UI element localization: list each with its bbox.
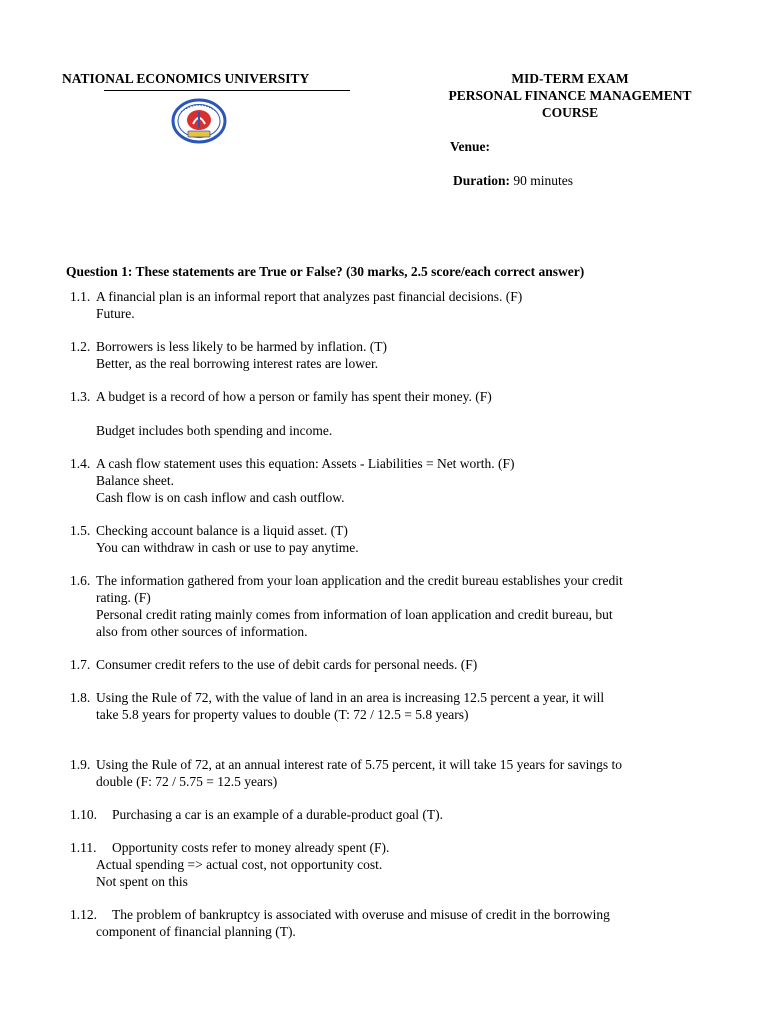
list-item xyxy=(70,689,710,723)
university-name: NATIONAL ECONOMICS UNIVERSITY xyxy=(62,71,310,86)
item-number: 1.4. xyxy=(70,456,91,471)
list-item xyxy=(70,522,710,556)
item-number: 1.6. xyxy=(70,573,91,588)
question-1-heading: Question 1: These statements are True or False? (30 marks, 2.5 score/each correct answer) xyxy=(66,264,585,279)
item-answer-note: Future. xyxy=(96,306,135,321)
item-number: 1.5. xyxy=(70,523,91,538)
item-statement: A budget is a record of how a person or family has spent their money. (F) xyxy=(96,389,492,404)
university-underline xyxy=(104,90,350,91)
item-answer-note: Budget includes both spending and income. xyxy=(96,423,333,438)
item-statement: Using the Rule of 72, with the value of land in an area is increasing 12.5 percent a year, it will xyxy=(96,690,605,705)
item-statement-cont: component of financial planning (T). xyxy=(96,924,296,939)
item-answer-note: Cash flow is on cash inflow and cash outflow. xyxy=(96,490,345,505)
exam-title-block xyxy=(400,70,740,121)
item-answer-note: Better, as the real borrowing interest rates are lower. xyxy=(96,356,379,371)
item-number: 1.1. xyxy=(70,289,91,304)
item-number: 1.11. xyxy=(70,840,97,855)
course-title-line1: PERSONAL FINANCE MANAGEMENT xyxy=(448,88,692,103)
item-answer-note: also from other sources of information. xyxy=(96,624,308,639)
list-item xyxy=(70,338,710,372)
item-answer-note-blank xyxy=(96,405,710,422)
university-seal-icon xyxy=(171,98,227,144)
list-item xyxy=(70,572,710,640)
item-answer-note: Actual spending => actual cost, not opportunity cost. xyxy=(96,857,383,872)
item-statement: Checking account balance is a liquid asset. (T) xyxy=(96,523,348,538)
item-number: 1.9. xyxy=(70,757,91,772)
item-number: 1.3. xyxy=(70,389,91,404)
university-block xyxy=(62,70,342,87)
list-item xyxy=(70,288,710,322)
item-statement: Opportunity costs refer to money already spent (F). xyxy=(112,840,390,855)
list-item xyxy=(70,906,710,940)
list-item xyxy=(70,656,710,673)
list-item xyxy=(70,839,710,890)
item-number: 1.12. xyxy=(70,907,97,922)
item-number: 1.7. xyxy=(70,657,91,672)
item-statement-cont: take 5.8 years for property values to double (T: 72 / 12.5 = 5.8 years) xyxy=(96,707,469,722)
venue-label: Venue: xyxy=(450,139,491,154)
item-number: 1.2. xyxy=(70,339,91,354)
item-statement-cont: rating. (F) xyxy=(96,590,151,605)
item-statement: Purchasing a car is an example of a durable-product goal (T). xyxy=(112,807,443,822)
duration-line xyxy=(453,172,573,189)
item-answer-note: Balance sheet. xyxy=(96,473,174,488)
list-item xyxy=(70,388,710,439)
list-item xyxy=(70,756,710,790)
item-number: 1.8. xyxy=(70,690,91,705)
exam-title: MID-TERM EXAM xyxy=(511,71,629,86)
item-statement: The problem of bankruptcy is associated with overuse and misuse of credit in the borrowing xyxy=(112,907,610,922)
item-statement: Borrowers is less likely to be harmed by inflation. (T) xyxy=(96,339,387,354)
item-statement: A financial plan is an informal report that analyzes past financial decisions. (F) xyxy=(96,289,523,304)
item-answer-note: You can withdraw in cash or use to pay anytime. xyxy=(96,540,359,555)
duration-value: 90 minutes xyxy=(510,173,573,188)
item-answer-note: Not spent on this xyxy=(96,874,188,889)
duration-label: Duration: xyxy=(453,173,510,188)
item-number: 1.10. xyxy=(70,807,97,822)
course-title-line2: COURSE xyxy=(541,105,599,120)
list-item xyxy=(70,455,710,506)
item-statement: Using the Rule of 72, at an annual interest rate of 5.75 percent, it will take 15 years for savings to xyxy=(96,757,622,772)
item-statement: The information gathered from your loan application and the credit bureau establishes your credit xyxy=(96,573,623,588)
item-statement-cont: double (F: 72 / 5.75 = 12.5 years) xyxy=(96,774,278,789)
list-item xyxy=(70,806,710,823)
item-statement: Consumer credit refers to the use of debit cards for personal needs. (F) xyxy=(96,657,478,672)
question-1-items xyxy=(70,288,710,940)
item-statement: A cash flow statement uses this equation: Assets - Liabilities = Net worth. (F) xyxy=(96,456,515,471)
item-answer-note: Personal credit rating mainly comes from information of loan application and credit bureau, but xyxy=(96,607,613,622)
